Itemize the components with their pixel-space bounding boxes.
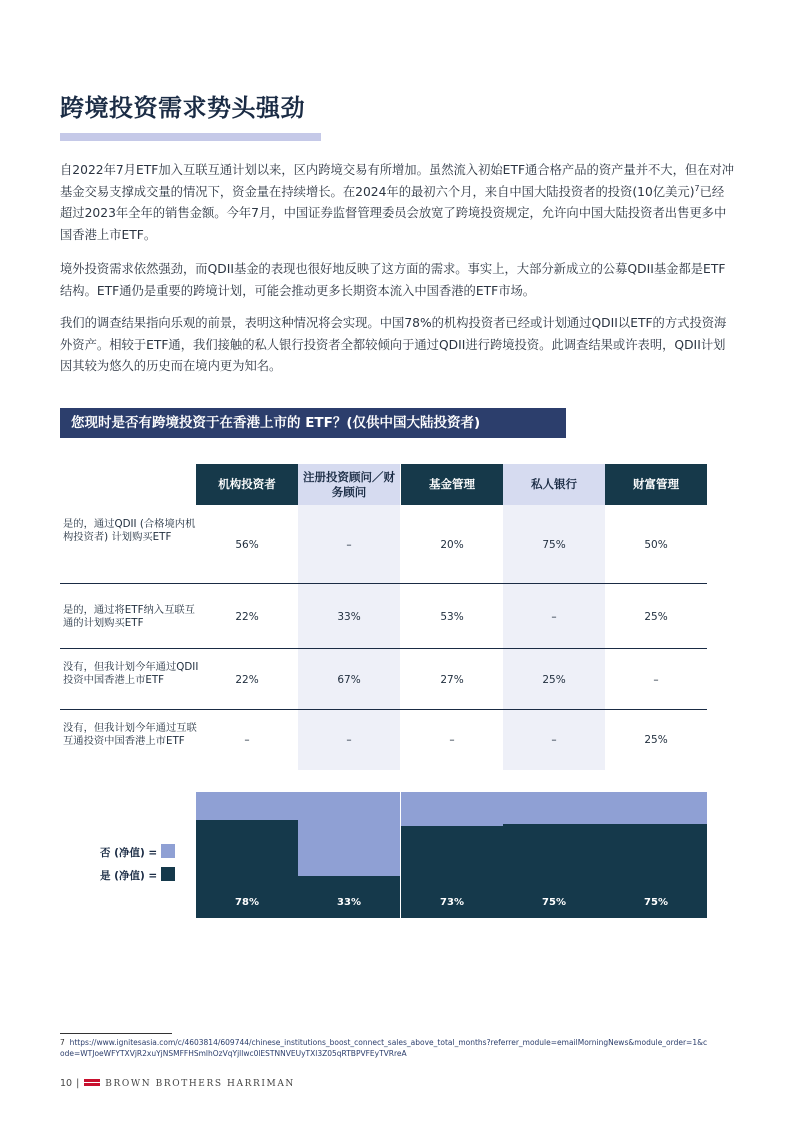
- footer-separator: |: [76, 1078, 80, 1089]
- row-label-qdii: 是的，通过QDII (合格境内机构投资者) 计划购买ETF: [63, 518, 196, 543]
- title-underline: [60, 133, 321, 141]
- bar-institutional: [196, 792, 298, 918]
- row-divider: [60, 709, 707, 710]
- bbh-flag-icon: [84, 1079, 100, 1088]
- bar-value-label: 73%: [440, 897, 464, 908]
- paragraph-1-text-a: 自2022年7月ETF加入互联互通计划以来，区内跨境交易有所增加。虽然流入初始ETF通合格产品的资产量并不大，但在对冲基金交易支撑成交量的情况下，资金量在持续增长。在2024年的最初六个月，来自中国大陆投资者的投资(10亿美元): [60, 163, 735, 199]
- bar-no-segment: [401, 792, 503, 826]
- legend-label-no: 否 (净值) =: [100, 847, 158, 859]
- row-label-plan-connect: 没有，但我计划今年通过互联互通投资中国香港上市ETF: [63, 722, 197, 747]
- table-cell: 20%: [440, 539, 464, 551]
- bar-no-segment: [196, 792, 298, 820]
- section-title: 您现时是否有跨境投资于在香港上市的 ETF？(仅供中国大陆投资者): [60, 408, 566, 438]
- table-cell: –: [551, 734, 557, 746]
- table-cell: 67%: [337, 674, 361, 686]
- footnote-rule: [60, 1033, 172, 1034]
- bar-no-segment: [605, 792, 707, 824]
- table-cell: –: [449, 734, 455, 746]
- footnote-ref: 7: [694, 183, 700, 193]
- table-cell: 25%: [542, 674, 566, 686]
- legend-label-yes: 是 (净值) =: [100, 870, 158, 882]
- table-cell: 22%: [235, 674, 259, 686]
- legend-swatch-yes: [161, 867, 175, 881]
- legend-swatch-no: [161, 844, 175, 858]
- bar-no-segment: [503, 792, 605, 824]
- column-header-fund-management: 基金管理: [401, 464, 503, 505]
- table-cell: 27%: [440, 674, 464, 686]
- table-cell: 25%: [644, 734, 668, 746]
- column-header-private-bank: 私人银行: [503, 464, 605, 505]
- paragraph-3: 我们的调查结果指向乐观的前景，表明这种情况将会实现。中国78%的机构投资者已经或计划通过QDII以ETF的方式投资海外资产。相较于ETF通，我们接触的私人银行投资者全都较倾向于通过QDII进行跨境投资。此调查结果或许表明，QDII计划因其较为悠久的历史而在境内更为知名。: [60, 316, 727, 373]
- paragraph-1: [60, 160, 736, 246]
- bar-value-label: 78%: [235, 897, 259, 908]
- footnote-number: 7: [60, 1038, 65, 1047]
- table-cell: 33%: [337, 611, 361, 623]
- bar-ria: [298, 792, 400, 918]
- column-header-institutional: 机构投资者: [196, 464, 298, 505]
- paragraph-2: 境外投资需求依然强劲，而QDII基金的表现也很好地反映了这方面的需求。事实上，大部分新成立的公募QDII基金都是ETF结构。ETF通仍是重要的跨境计划，可能会推动更多长期资本流入中国香港的ETF市场。: [60, 262, 726, 298]
- table-cell: 50%: [644, 539, 668, 551]
- table-cell: 25%: [644, 611, 668, 623]
- bar-value-label: 75%: [644, 897, 668, 908]
- bar-private-bank: [503, 792, 605, 918]
- table-cell: –: [551, 611, 557, 623]
- paragraph-1-text-b: 已经超过2023年全年的销售金额。今年7月，中国证券监督管理委员会放宽了跨境投资规定，允许向中国大陆投资者出售更多中国香港上市ETF。: [60, 184, 727, 242]
- bar-no-segment: [298, 792, 400, 876]
- footnote-link[interactable]: https://www.ignitesasia.com/c/4603814/609744/chinese_institutions_boost_connect_sales_above_total_months?referrer_module=emailMorningNews&module_order=1&code=WTJoeWFYTXVjR2xuYjNSMFFHSmlhOzVqYjllwc0lESTNNVEUyTXl3Z05qRTBPVFEyTVRreA: [60, 1038, 708, 1058]
- brand-name: BROWN BROTHERS HARRIMAN: [105, 1078, 295, 1089]
- row-label-plan-qdii: 没有，但我计划今年通过QDII投资中国香港上市ETF: [63, 661, 199, 686]
- row-divider: [60, 583, 707, 584]
- column-header-ria: 注册投资顾问／财务顾问: [298, 464, 400, 505]
- row-divider: [60, 648, 707, 649]
- footnote: [60, 1037, 710, 1059]
- table-cell: 56%: [235, 539, 259, 551]
- bar-value-label: 75%: [542, 897, 566, 908]
- bar-fund-management: [401, 792, 503, 918]
- table-cell: 53%: [440, 611, 464, 623]
- table-cell: –: [346, 734, 352, 746]
- table-cell: 75%: [542, 539, 566, 551]
- page-footer: [60, 1078, 295, 1089]
- bar-wealth-management: [605, 792, 707, 918]
- table-cell: 22%: [235, 611, 259, 623]
- table-cell: –: [346, 539, 352, 551]
- table-cell: –: [244, 734, 250, 746]
- page-number: 10: [60, 1078, 73, 1089]
- table-cell: –: [653, 674, 659, 686]
- bar-value-label: 33%: [337, 897, 361, 908]
- page-title: 跨境投资需求势头强劲: [60, 94, 305, 122]
- row-label-connect: 是的，通过将ETF纳入互联互通的计划购买ETF: [63, 604, 195, 629]
- column-header-wealth-management: 财富管理: [605, 464, 707, 505]
